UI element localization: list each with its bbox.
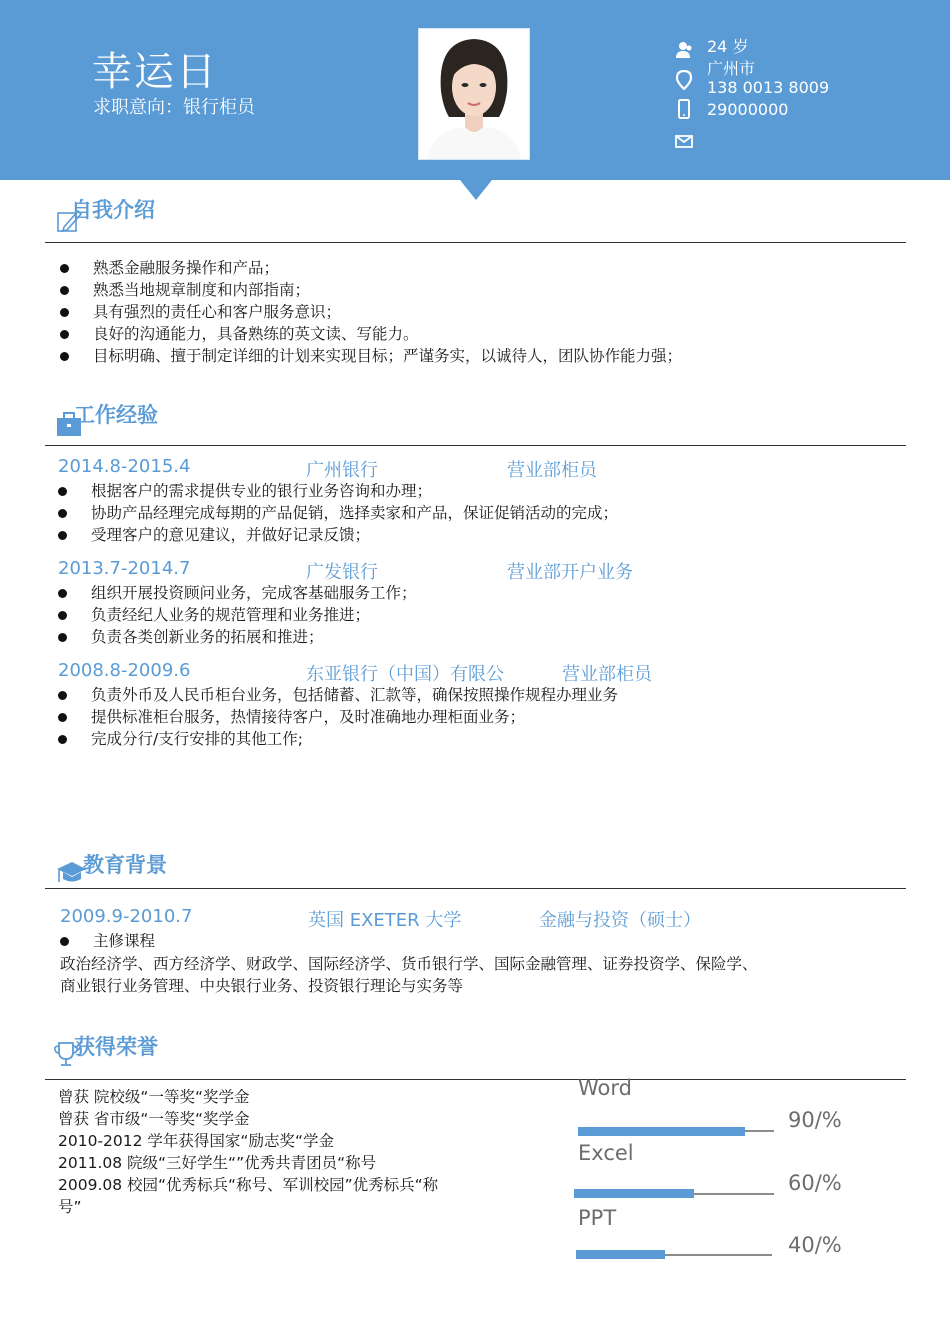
contact-mobile: 138 0013 8009 (707, 78, 830, 97)
job-duty-list (58, 582, 417, 648)
list-item: 目标明确、擅于制定详细的计划来实现目标；严谨务实，以诚待人，团队协作能力强； (60, 345, 682, 367)
list-item: 受理客户的意见建议，并做好记录反馈； (58, 524, 618, 546)
person-icon (674, 40, 694, 60)
contact-age: 24 岁 (707, 37, 749, 56)
list-item: 提供标准柜台服务，热情接待客户，及时准确地办理柜面业务； (58, 706, 618, 728)
skill-percent-ppt: 40/% (788, 1233, 842, 1257)
skill-bar-word (578, 1127, 745, 1136)
list-item: 负责经纪人业务的规范管理和业务推进； (58, 604, 417, 626)
section-divider (45, 888, 906, 889)
education-major: 金融与投资（硕士） (539, 910, 701, 931)
location-pin-icon (674, 70, 694, 90)
list-item: 号” (58, 1198, 82, 1216)
contact-phone: 29000000 (707, 100, 789, 119)
skill-name-ppt: PPT (578, 1206, 617, 1230)
skill-name-excel: Excel (578, 1141, 634, 1165)
list-item: 负责外币及人民币柜台业务，包括储蓄、汇款等，确保按照操作规程办理业务 (58, 684, 618, 706)
skill-bar-excel (574, 1189, 694, 1198)
list-item: 完成分行/支行安排的其他工作; (58, 728, 618, 750)
list-item: 良好的沟通能力，具备熟练的英文读、写能力。 (60, 323, 682, 345)
mail-icon (674, 131, 694, 151)
contact-city: 广州市 (707, 59, 756, 78)
list-item: 具有强烈的责任心和客户服务意识； (60, 301, 682, 323)
education-bullet-list (60, 930, 155, 952)
list-item: 主修课程 (60, 930, 155, 952)
courses-line: 商业银行业务管理、中央银行业务、投资银行理论与实务等 (60, 977, 464, 995)
job-company: 广州银行 (306, 460, 378, 481)
courses-line: 政治经济学、西方经济学、财政学、国际经济学、货币银行学、国际金融管理、证券投资学、保险学、 (60, 955, 758, 973)
section-divider (45, 242, 906, 243)
section-title-education: 教育背景 (83, 853, 167, 877)
list-item: 2011.08 院级“三好学生“”优秀共青团员“称号 (58, 1154, 377, 1172)
job-period: 2014.8-2015.4 (58, 456, 191, 477)
education-period: 2009.9-2010.7 (60, 906, 193, 927)
section-title-self-intro: 自我介绍 (71, 198, 155, 222)
list-item: 组织开展投资顾问业务，完成客基础服务工作； (58, 582, 417, 604)
honors-list (58, 1086, 528, 1218)
section-divider (45, 1079, 906, 1080)
list-item: 负责各类创新业务的拓展和推进； (58, 626, 417, 648)
self-intro-list (60, 257, 682, 367)
job-duty-list (58, 684, 618, 750)
candidate-name: 幸运日 (92, 49, 218, 95)
job-objective: 求职意向：银行柜员 (93, 97, 255, 118)
list-item: 2009.08 校园“优秀标兵“称号、军训校园”优秀标兵“称 (58, 1176, 439, 1194)
education-school: 英国 EXETER 大学 (308, 910, 462, 931)
job-company: 东亚银行（中国）有限公 (306, 664, 504, 685)
job-company: 广发银行 (306, 562, 378, 583)
section-title-honors: 获得荣誉 (74, 1035, 158, 1059)
section-title-experience: 工作经验 (74, 403, 158, 427)
section-divider (45, 445, 906, 446)
list-item: 熟悉当地规章制度和内部指南； (60, 279, 682, 301)
skill-percent-excel: 60/% (788, 1171, 842, 1195)
job-duty-list (58, 480, 618, 546)
portrait-image (419, 29, 529, 159)
skill-name-word: Word (578, 1076, 632, 1100)
mobile-phone-icon (674, 99, 694, 119)
list-item: 熟悉金融服务操作和产品； (60, 257, 682, 279)
header-pointer (460, 180, 492, 200)
list-item: 曾获 院校级“一等奖“奖学金 (58, 1088, 250, 1106)
list-item: 2010-2012 学年获得国家“励志奖“学金 (58, 1132, 334, 1150)
job-position: 营业部柜员 (507, 460, 597, 481)
job-period: 2013.7-2014.7 (58, 558, 191, 579)
list-item: 协助产品经理完成每期的产品促销，选择卖家和产品，保证促销活动的完成； (58, 502, 618, 524)
job-position: 营业部柜员 (562, 664, 652, 685)
list-item: 曾获 省市级“一等奖“奖学金 (58, 1110, 250, 1128)
job-position: 营业部开户业务 (507, 562, 633, 583)
profile-photo (418, 28, 530, 160)
list-item: 根据客户的需求提供专业的银行业务咨询和办理； (58, 480, 618, 502)
skill-bar-ppt (576, 1250, 665, 1259)
job-period: 2008.8-2009.6 (58, 660, 191, 681)
skill-percent-word: 90/% (788, 1108, 842, 1132)
